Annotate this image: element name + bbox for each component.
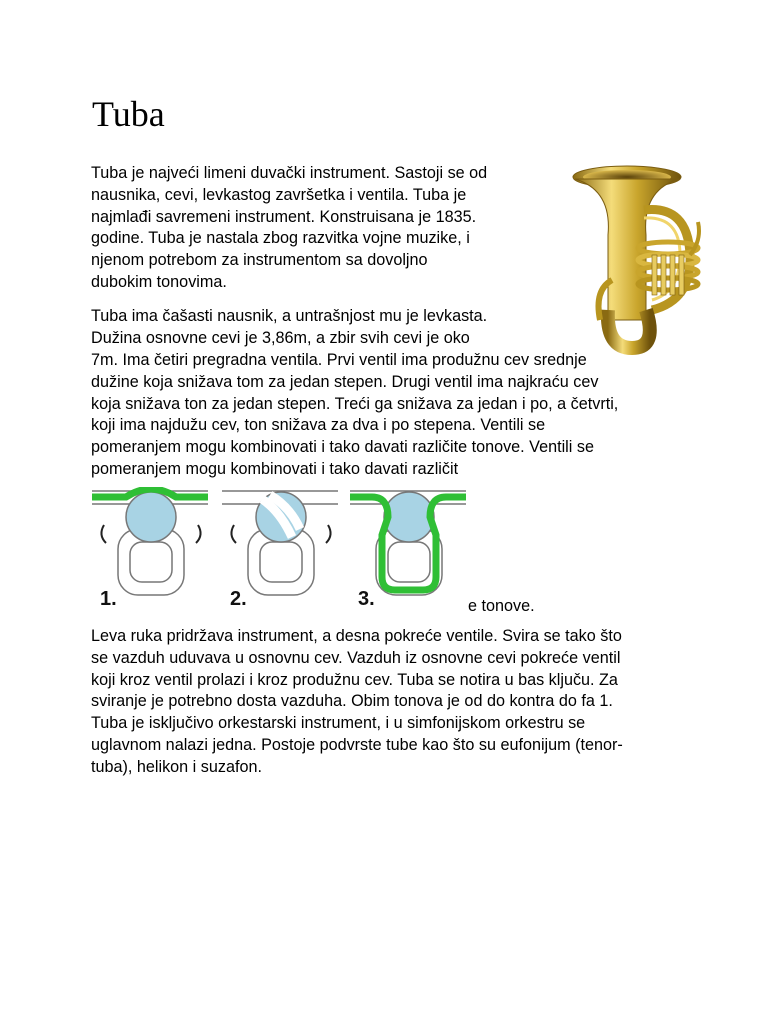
text-line: tuba), helikon i suzafon. xyxy=(91,757,262,776)
text-line: se vazduh uduvava u osnovnu cev. Vazduh iz osnovne cevi pokreće ventil xyxy=(91,648,621,667)
text-line: dubokim tonovima. xyxy=(91,272,227,291)
text-line: sviranje je potrebno dosta vazduha. Obim tonova je od do kontra do fa 1. xyxy=(91,692,613,711)
text-line: Leva ruka pridržava instrument, a desna pokreće ventile. Svira se tako što xyxy=(91,627,622,645)
text-line: pomeranjem mogu kombinovati i tako davati različite tonove. Ventili se xyxy=(91,438,594,457)
diagram-label-3: 3. xyxy=(358,588,375,610)
diagram-label-2: 2. xyxy=(230,588,247,610)
text-line: pomeranjem mogu kombinovati i tako davati različit xyxy=(91,459,459,478)
text-line: uglavnom nalazi jedna. Postoje podvrste tube kao što su eufonijum (tenor- xyxy=(91,735,623,754)
text-line: njenom potrebom za instrumentom sa dovoljno xyxy=(91,251,428,270)
text-line: najmlađi savremeni instrument. Konstruisana je 1835. xyxy=(91,207,477,226)
text-line: koji ima najdužu cev, ton snižava za dva i po stepena. Ventili se xyxy=(91,416,546,435)
paragraph-details-top xyxy=(91,306,531,350)
text-line: koji kroz ventil prolazi i kroz produžnu cev. Tuba se notira u bas ključu. Za xyxy=(91,670,618,689)
paragraph-playing xyxy=(91,626,676,779)
text-line: Tuba je isključivo orkestarski instrument, i u simfonijskom orkestru se xyxy=(91,714,586,733)
valve-diagram xyxy=(90,487,470,612)
text-line: dužine koja snižava tom za jedan stepen. Drugi ventil ima najkraću cev xyxy=(91,372,599,391)
text-line: 7m. Ima četiri pregradna ventila. Prvi ventil ima produžnu cev srednje xyxy=(91,351,587,369)
text-line: Tuba ima čašasti nausnik, a untrašnjost mu je levkasta. xyxy=(91,307,488,325)
tuba-image xyxy=(540,160,720,355)
valve-panel-3 xyxy=(350,491,466,610)
diagram-label-1: 1. xyxy=(100,588,117,610)
paragraph-intro xyxy=(91,163,531,294)
page-title: Tuba xyxy=(92,94,165,134)
text-line: godine. Tuba je nastala zbog razvitka vojne muzike, i xyxy=(91,229,470,248)
text-line: nausnika, cevi, levkastog završetka i ventila. Tuba je xyxy=(91,185,467,204)
valve-panel-2 xyxy=(222,491,338,610)
text-line: koja snižava ton za jedan stepen. Treći ga snižava za jedan i po, a četvrti, xyxy=(91,394,619,413)
valve-panel-1 xyxy=(92,489,208,610)
diagram-tail-text: e tonove. xyxy=(468,597,535,615)
text-line: Tuba je najveći limeni duvački instrument. Sastoji se od xyxy=(91,164,488,182)
paragraph-details xyxy=(91,350,671,481)
text-line: Dužina osnovne cevi je 3,86m, a zbir svih cevi je oko xyxy=(91,328,470,347)
